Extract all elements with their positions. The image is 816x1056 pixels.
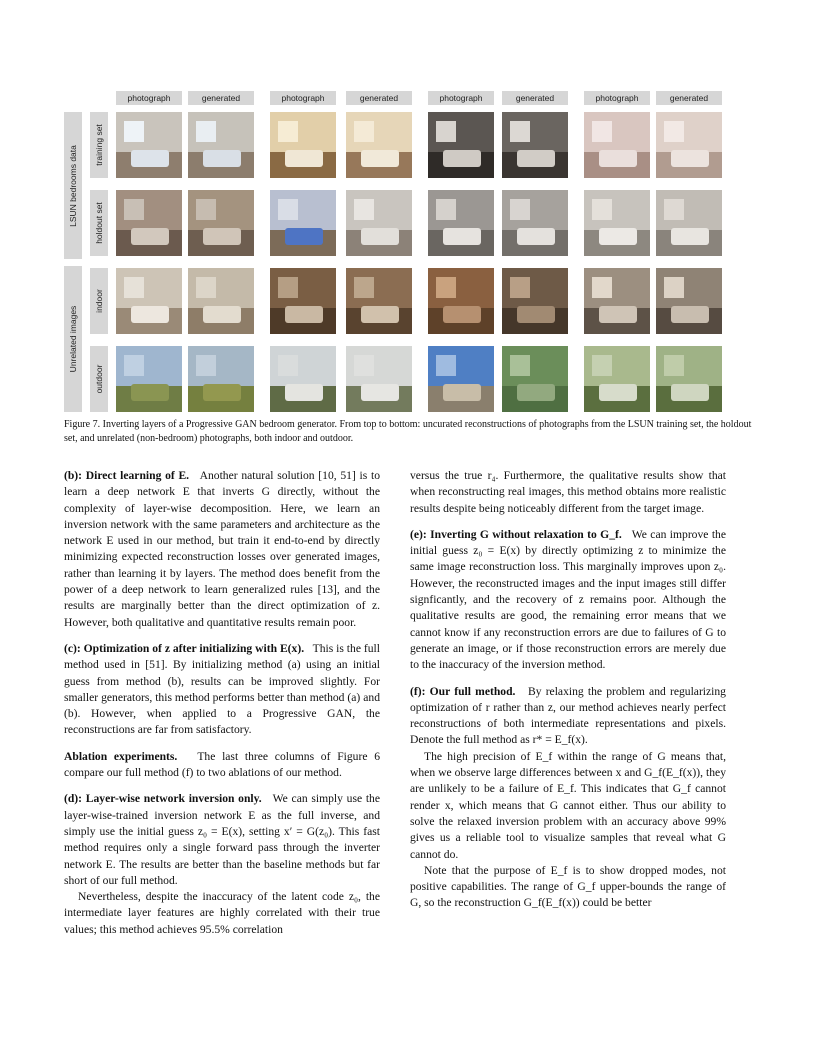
- bed-shape: [285, 384, 323, 401]
- paragraph-heading: (c): Optimization of z after initializing with E(x).: [64, 641, 305, 655]
- generated-thumbnail: [656, 190, 722, 256]
- window-shape: [664, 121, 684, 142]
- bed-shape: [517, 228, 555, 245]
- bed-shape: [599, 306, 637, 323]
- bed-shape: [131, 228, 169, 245]
- bed-shape: [285, 306, 323, 323]
- bed-shape: [131, 384, 169, 401]
- bed-shape: [203, 228, 241, 245]
- window-shape: [664, 277, 684, 298]
- column-header-photograph: photograph: [270, 91, 336, 105]
- paragraph-note: Note that the purpose of E_f is to show dropped modes, not positive capabilities. The range of G_f upper-bounds the range of G, so the reconstruction G_f(E_f(x)) could be better: [410, 863, 726, 910]
- generated-thumbnail: [188, 190, 254, 256]
- window-shape: [354, 199, 374, 220]
- generated-thumbnail: [656, 268, 722, 334]
- bed-shape: [671, 384, 709, 401]
- window-shape: [354, 277, 374, 298]
- bed-shape: [361, 384, 399, 401]
- photograph-thumbnail: [584, 190, 650, 256]
- generated-thumbnail: [188, 346, 254, 412]
- column-header-generated: generated: [346, 91, 412, 105]
- window-shape: [436, 277, 456, 298]
- window-shape: [196, 121, 216, 142]
- row-label-outdoor: outdoor: [90, 346, 108, 412]
- window-shape: [124, 121, 144, 142]
- generated-thumbnail: [502, 112, 568, 178]
- photograph-thumbnail: [116, 268, 182, 334]
- window-shape: [592, 121, 612, 142]
- bed-shape: [517, 306, 555, 323]
- column-header-generated: generated: [502, 91, 568, 105]
- group-label-unrelated: Unrelated images: [64, 266, 82, 412]
- bed-shape: [443, 228, 481, 245]
- window-shape: [278, 199, 298, 220]
- bed-shape: [361, 228, 399, 245]
- paragraph-body: Another natural solution [10, 51] is to learn a deep network E that inverts G directly, without the complexity of layer-wise decomposition. Here, we learn an inversion network with the same parameters and architecture as the network E used in our method, but train it end-to-end by directly minimizing expected reconstruction losses over generated images, rather than learning it by layers. The method does benefit from the power of a deep network to learn generalized rules [13], and the results are marginally better than the direct optimization of z. However, both qualitative and quantitative results remain poor.: [64, 469, 380, 629]
- photograph-thumbnail: [116, 190, 182, 256]
- paragraph-full-method: [410, 684, 726, 749]
- window-shape: [196, 355, 216, 376]
- window-shape: [510, 355, 530, 376]
- bed-shape: [203, 306, 241, 323]
- bed-shape: [443, 306, 481, 323]
- paragraph-body: This is the full method used in [51]. By initializing method (a) using an initial guess from method (b), results can be improved slightly. For smaller generators, this method performs better than method (a) and (b). However, when applied to a Progressive GAN, the reconstructions are far from satisfactory.: [64, 641, 380, 737]
- figure-7: [64, 86, 744, 416]
- generated-thumbnail: [346, 190, 412, 256]
- photograph-thumbnail: [584, 268, 650, 334]
- paragraph-body: The last three columns of Figure 6 compare our full method (f) to two ablations of our method.: [64, 749, 380, 780]
- paragraph-high-precision: The high precision of E_f within the range of G means that, when we observe large differences between x and G_f(E_f(x)), they are unlikely to be a failure of E_f. This indicates that G_f cannot render x, which means that G cannot either. Thus our ability to solve the relaxed inversion problem with an accuracy above 99% gives us a reliable tool to visualize samples that reveal what G cannot do.: [410, 749, 726, 861]
- bed-shape: [599, 150, 637, 167]
- window-shape: [592, 355, 612, 376]
- generated-thumbnail: [188, 268, 254, 334]
- window-shape: [436, 355, 456, 376]
- paragraph-heading: (f): Our full method.: [410, 684, 516, 698]
- paragraph-nevertheless: Nevertheless, despite the inaccuracy of the latent code z₀, the intermediate layer features are highly correlated with their true values; this method achieves 95.5% correlation: [64, 890, 380, 936]
- photograph-thumbnail: [116, 346, 182, 412]
- photograph-thumbnail: [428, 190, 494, 256]
- bed-shape: [599, 384, 637, 401]
- window-shape: [592, 199, 612, 220]
- photograph-thumbnail: [270, 112, 336, 178]
- bed-shape: [671, 306, 709, 323]
- window-shape: [354, 355, 374, 376]
- window-shape: [436, 199, 456, 220]
- photograph-thumbnail: [270, 268, 336, 334]
- bed-shape: [599, 228, 637, 245]
- paragraph-heading: (b): Direct learning of E.: [64, 469, 190, 482]
- paragraph-layerwise: [64, 791, 380, 889]
- paragraph-heading: (e): Inverting G without relaxation to G_f.: [410, 527, 622, 541]
- bed-shape: [517, 384, 555, 401]
- bed-shape: [443, 384, 481, 401]
- window-shape: [592, 277, 612, 298]
- generated-thumbnail: [502, 346, 568, 412]
- bed-shape: [671, 150, 709, 167]
- window-shape: [664, 355, 684, 376]
- paragraph-heading: (d): Layer-wise network inversion only.: [64, 792, 262, 806]
- column-header-generated: generated: [656, 91, 722, 105]
- photograph-thumbnail: [584, 346, 650, 412]
- right-column: [410, 468, 726, 912]
- left-column: [64, 468, 380, 938]
- paragraph-body: We can simply use the layer-wise-trained inversion network E as the full inverse, and simply use the initial guess z₀ = E(x), setting x′ = G(z₀). This fast method requires only a single forward pass through the inverter network E. The results are better than the baseline methods but far short of our full method.: [64, 792, 380, 887]
- bed-shape: [443, 150, 481, 167]
- bed-shape: [671, 228, 709, 245]
- generated-thumbnail: [188, 112, 254, 178]
- window-shape: [124, 277, 144, 298]
- window-shape: [664, 199, 684, 220]
- window-shape: [510, 277, 530, 298]
- column-header-generated: generated: [188, 91, 254, 105]
- generated-thumbnail: [346, 346, 412, 412]
- window-shape: [510, 199, 530, 220]
- window-shape: [510, 121, 530, 142]
- photograph-thumbnail: [116, 112, 182, 178]
- row-label-holdout-set: holdout set: [90, 190, 108, 256]
- generated-thumbnail: [502, 190, 568, 256]
- row-label-indoor: indoor: [90, 268, 108, 334]
- paragraph-versus: versus the true r₄. Furthermore, the qualitative results show that when reconstructing real images, this method obtains more realistic results despite being noticeably different from the target image.: [410, 469, 726, 515]
- paragraph-heading: Ablation experiments.: [64, 749, 178, 763]
- bed-shape: [131, 150, 169, 167]
- photograph-thumbnail: [270, 190, 336, 256]
- paragraph-inverting-g: [410, 527, 726, 674]
- bed-shape: [285, 150, 323, 167]
- generated-thumbnail: [656, 346, 722, 412]
- window-shape: [436, 121, 456, 142]
- photograph-thumbnail: [584, 112, 650, 178]
- bed-shape: [285, 228, 323, 245]
- generated-thumbnail: [656, 112, 722, 178]
- window-shape: [354, 121, 374, 142]
- window-shape: [278, 277, 298, 298]
- paragraph-ablation: [64, 749, 380, 782]
- generated-thumbnail: [346, 112, 412, 178]
- generated-thumbnail: [346, 268, 412, 334]
- column-header-photograph: photograph: [428, 91, 494, 105]
- bed-shape: [131, 306, 169, 323]
- generated-thumbnail: [502, 268, 568, 334]
- paragraph-direct-learning: [64, 468, 380, 631]
- column-header-photograph: photograph: [584, 91, 650, 105]
- photograph-thumbnail: [428, 346, 494, 412]
- window-shape: [196, 277, 216, 298]
- window-shape: [196, 199, 216, 220]
- bed-shape: [361, 150, 399, 167]
- row-label-training-set: training set: [90, 112, 108, 178]
- photograph-thumbnail: [270, 346, 336, 412]
- window-shape: [278, 355, 298, 376]
- column-header-photograph: photograph: [116, 91, 182, 105]
- window-shape: [278, 121, 298, 142]
- bed-shape: [517, 150, 555, 167]
- paragraph-body: By relaxing the problem and regularizing optimization of r rather than z, our method achieves nearly perfect reconstructions of both intermediate representations and pixels. Denote the full method as r* = E_f(x).: [410, 684, 726, 747]
- group-label-lsun: LSUN bedrooms data: [64, 112, 82, 259]
- bed-shape: [361, 306, 399, 323]
- photograph-thumbnail: [428, 112, 494, 178]
- figure-caption: Figure 7. Inverting layers of a Progressive GAN bedroom generator. From top to bottom: uncurated reconstructions of photographs from the LSUN training set, the holdout set, and unrelated (non-bedroom) photographs, both indoor and outdoor.: [64, 419, 752, 444]
- photograph-thumbnail: [428, 268, 494, 334]
- bed-shape: [203, 384, 241, 401]
- paragraph-optimization-z: [64, 641, 380, 739]
- window-shape: [124, 355, 144, 376]
- window-shape: [124, 199, 144, 220]
- paragraph-body: We can improve the initial guess z₀ = E(x) by directly optimizing z to minimize the same image reconstruction loss. This marginally improves upon z₀. However, the reconstructed images and the input images still differ signficantly, and the recovery of z remains poor. Although the qualitative results are good, the remaining error means that we cannot know if any reconstruction errors are due to failures of G to generate an image, or if those reconstruction errors are merely due to the inaccuracy of the inversion method.: [410, 527, 726, 672]
- bed-shape: [203, 150, 241, 167]
